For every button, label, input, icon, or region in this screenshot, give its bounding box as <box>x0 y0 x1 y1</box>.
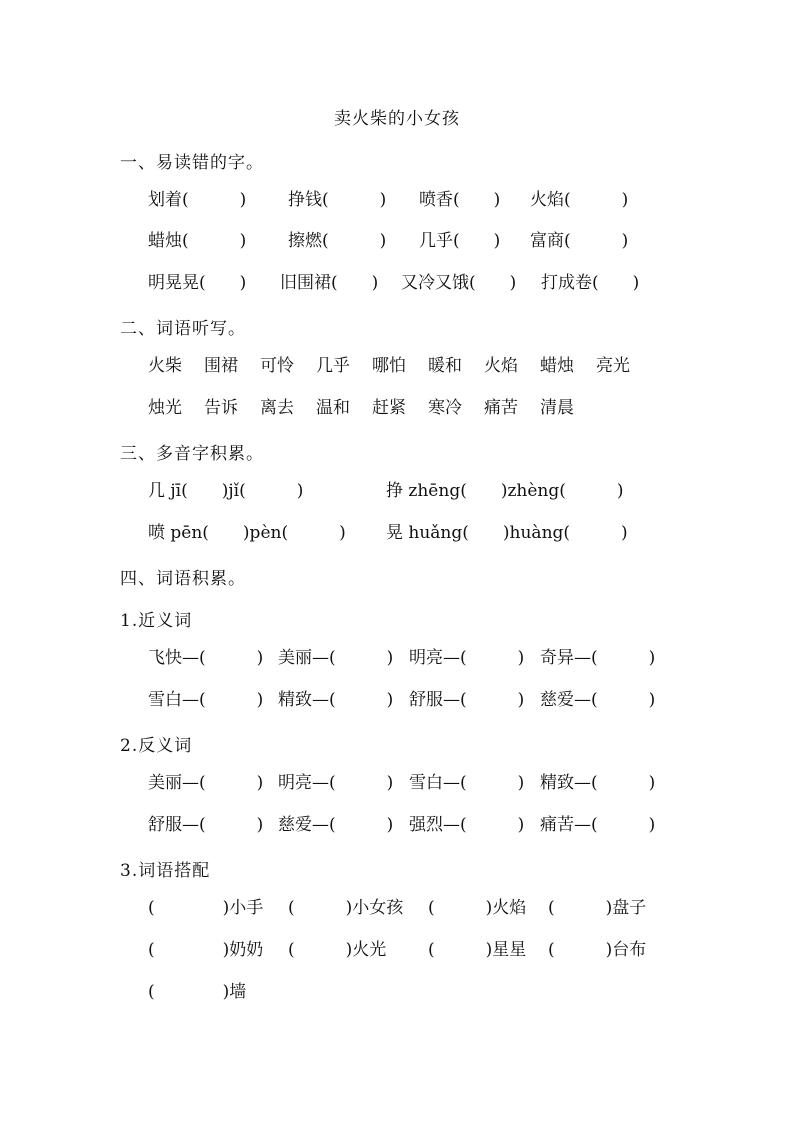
item: 明晃晃( ) <box>148 273 247 293</box>
word: 烛光 <box>148 398 182 418</box>
item: 明亮—( ) <box>409 648 525 668</box>
item: 划着( ) <box>148 190 247 210</box>
word: 寒冷 <box>428 398 462 418</box>
collocation-heading: 3.词语搭配 <box>120 861 211 881</box>
word: 告诉 <box>204 398 238 418</box>
item: ( )小女孩 <box>288 898 404 918</box>
item: 明亮—( ) <box>278 773 394 793</box>
word: 哪怕 <box>372 356 406 376</box>
item: 雪白—( ) <box>148 690 264 710</box>
word: 清晨 <box>540 398 574 418</box>
item: 几乎( ) <box>419 231 501 251</box>
page-title: 卖火柴的小女孩 <box>334 109 460 129</box>
item: 精致—( ) <box>540 773 656 793</box>
item: 火焰( ) <box>530 190 629 210</box>
item: 打成卷( ) <box>541 273 640 293</box>
section1-heading: 一、易读错的字。 <box>120 153 264 173</box>
word: 温和 <box>316 398 350 418</box>
item: 美丽—( ) <box>148 773 264 793</box>
section4-heading: 四、词语积累。 <box>120 569 246 589</box>
item: 又冷又饿( ) <box>401 273 517 293</box>
word: 可怜 <box>260 356 294 376</box>
item: ( )盘子 <box>548 898 647 918</box>
item: 慈爱—( ) <box>278 815 394 835</box>
antonyms-heading: 2.反义词 <box>120 736 193 756</box>
word: 围裙 <box>204 356 238 376</box>
word: 亮光 <box>596 356 630 376</box>
item: 强烈—( ) <box>409 815 525 835</box>
item: ( )奶奶 <box>148 940 264 960</box>
item: 舒服—( ) <box>148 815 264 835</box>
item: ( )墙 <box>148 982 247 1002</box>
item: 美丽—( ) <box>278 648 394 668</box>
polyphone-item: 喷 pēn( )pèn( ) <box>148 523 346 543</box>
section2-heading: 二、词语听写。 <box>120 319 246 339</box>
item: 飞快—( ) <box>148 648 264 668</box>
item: 慈爱—( ) <box>540 690 656 710</box>
word: 暖和 <box>428 356 462 376</box>
item: ( )星星 <box>428 940 527 960</box>
item: 痛苦—( ) <box>540 815 656 835</box>
word: 赶紧 <box>372 398 406 418</box>
item: 挣钱( ) <box>288 190 387 210</box>
item: 舒服—( ) <box>409 690 525 710</box>
word: 离去 <box>260 398 294 418</box>
item: ( )火焰 <box>428 898 527 918</box>
item: 旧围裙( ) <box>280 273 379 293</box>
item: 雪白—( ) <box>409 773 525 793</box>
item: ( )火光 <box>288 940 387 960</box>
item: 喷香( ) <box>419 190 501 210</box>
item: 精致—( ) <box>278 690 394 710</box>
item: 擦燃( ) <box>288 231 387 251</box>
word: 火柴 <box>148 356 182 376</box>
word: 火焰 <box>484 356 518 376</box>
polyphone-item: 晃 huǎng( )huàng( ) <box>386 523 628 543</box>
item: ( )小手 <box>148 898 264 918</box>
item: ( )台布 <box>548 940 647 960</box>
synonyms-heading: 1.近义词 <box>120 611 193 631</box>
word: 蜡烛 <box>540 356 574 376</box>
polyphone-item: 几 jī( )jǐ( ) <box>148 481 304 501</box>
item: 奇异—( ) <box>540 648 656 668</box>
polyphone-item: 挣 zhēng( )zhèng( ) <box>386 481 624 501</box>
section3-heading: 三、多音字积累。 <box>120 444 264 464</box>
item: 富商( ) <box>530 231 629 251</box>
word: 痛苦 <box>484 398 518 418</box>
item: 蜡烛( ) <box>148 231 247 251</box>
word: 几乎 <box>316 356 350 376</box>
